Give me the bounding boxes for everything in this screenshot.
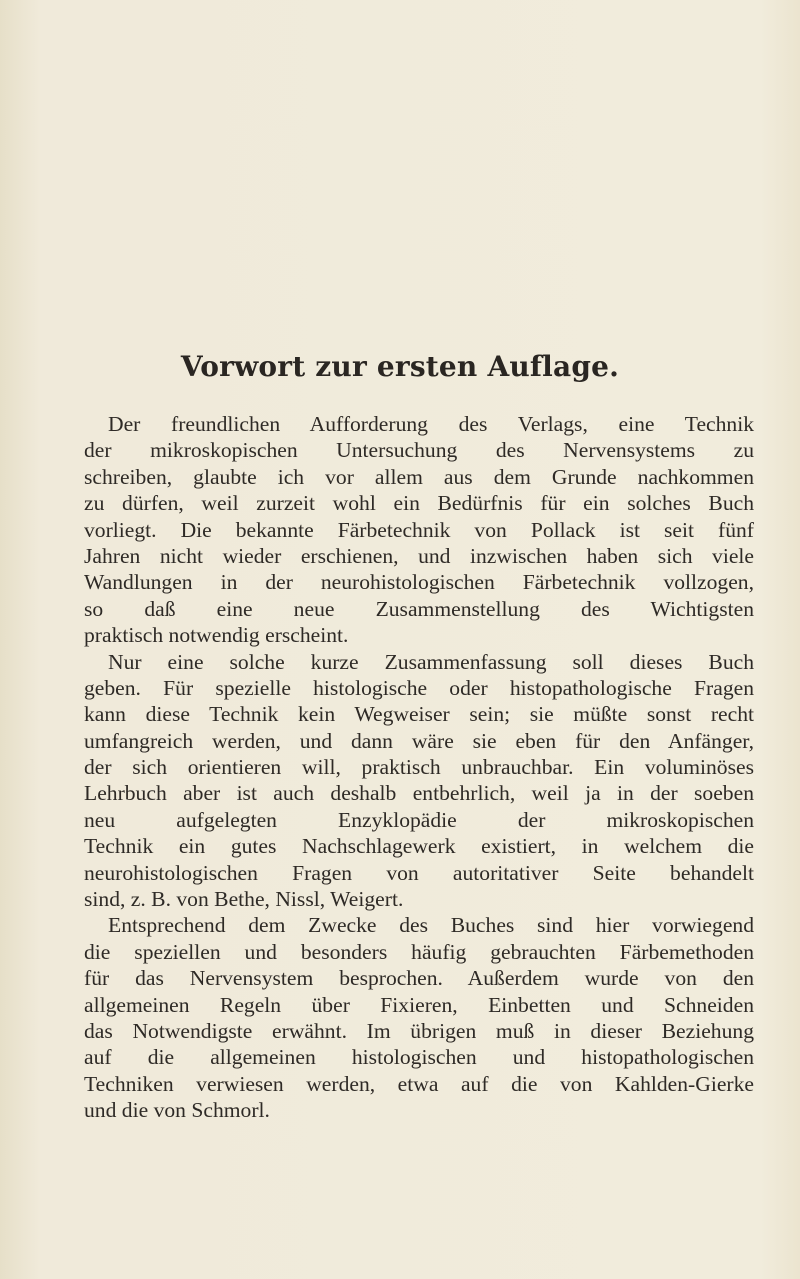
text-line: Techniken verwiesen werden, etwa auf die von Kahlden-Gierke	[84, 1071, 754, 1096]
preface-body	[84, 411, 754, 1124]
chapter-heading: Vorwort zur ersten Auflage.	[180, 350, 620, 383]
text-line: Der freundlichen Aufforderung des Verlags, eine Technik	[108, 412, 754, 436]
text-line: für das Nervensystem besprochen. Außerdem wurde von den	[84, 966, 754, 991]
text-line: vorliegt. Die bekannte Färbetechnik von Pollack ist seit fünf	[84, 517, 754, 542]
text-line: zu dürfen, weil zurzeit wohl ein Bedürfnis für ein solches Buch	[84, 491, 754, 516]
text-line: neu aufgelegten Enzyklopädie der mikroskopischen	[84, 807, 754, 832]
text-line: Entsprechend dem Zwecke des Buches sind hier vorwiegend	[108, 913, 754, 938]
text-line: Technik ein gutes Nachschlagewerk existiert, in welchem die	[84, 834, 754, 859]
text-line: kann diese Technik kein Wegweiser sein; sie müßte sonst recht	[84, 702, 754, 727]
text-line: Lehrbuch aber ist auch deshalb entbehrlich, weil ja in der soeben	[84, 781, 754, 806]
text-line: Jahren nicht wieder erschienen, und inzwischen haben sich viele	[84, 543, 754, 568]
text-line: umfangreich werden, und dann wäre sie eben für den Anfänger,	[84, 728, 754, 753]
text-line: Wandlungen in der neurohistologischen Färbetechnik vollzogen,	[84, 570, 754, 595]
text-line: auf die allgemeinen histologischen und histopathologischen	[84, 1045, 754, 1070]
text-line: die speziellen und besonders häufig gebrauchten Färbemethoden	[84, 939, 754, 964]
text-line: das Notwendigste erwähnt. Im übrigen muß in dieser Beziehung	[84, 1018, 754, 1043]
text-line: schreiben, glaubte ich vor allem aus dem Grunde nachkommen	[84, 464, 754, 489]
text-line: Nur eine solche kurze Zusammenfassung soll dieses Buch	[108, 649, 754, 674]
text-line: so daß eine neue Zusammenstellung des Wichtigsten	[84, 596, 754, 621]
text-line: und die von Schmorl.	[84, 1098, 270, 1123]
text-line: der mikroskopischen Untersuchung des Nervensystems zu	[84, 438, 754, 463]
text-line: geben. Für spezielle histologische oder histopathologische Fragen	[84, 675, 754, 700]
text-line: der sich orientieren will, praktisch unbrauchbar. Ein voluminöses	[84, 755, 754, 780]
text-line: neurohistologischen Fragen von autoritativer Seite behandelt	[84, 860, 754, 885]
text-line: sind, z. B. von Bethe, Nissl, Weigert.	[84, 887, 404, 912]
text-line: praktisch notwendig erscheint.	[84, 623, 349, 648]
text-line: allgemeinen Regeln über Fixieren, Einbetten und Schneiden	[84, 992, 754, 1017]
